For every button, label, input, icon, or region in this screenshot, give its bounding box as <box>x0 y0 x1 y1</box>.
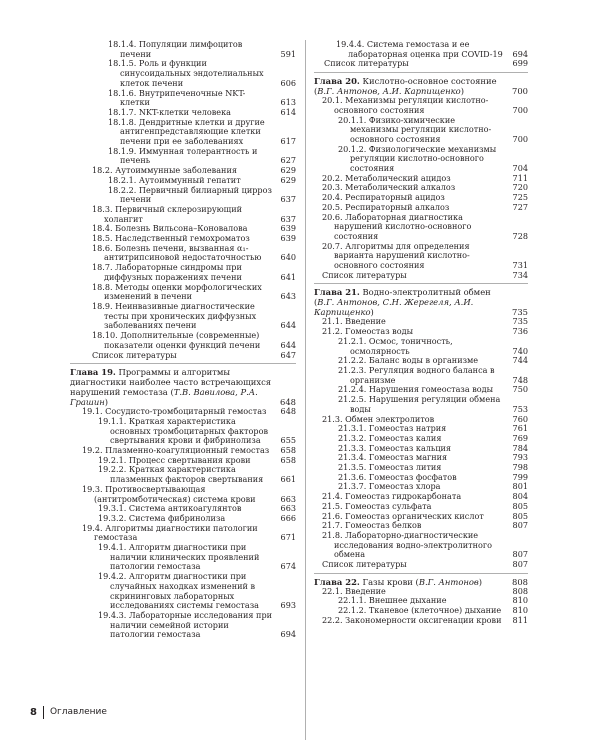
toc-page-number: 641 <box>280 271 296 282</box>
toc-page-number: 801 <box>512 481 528 492</box>
toc-entry-title: 21.3.7. Гомеостаз хлора <box>338 481 441 492</box>
toc-entry-title: 21.2. Гомеостаз воды <box>322 326 414 337</box>
toc-entry <box>70 263 296 282</box>
toc-entry-title: 22.2. Закономерности оксигенации крови <box>322 614 502 625</box>
toc-page-number: 725 <box>512 192 528 203</box>
toc-page-number: 731 <box>512 260 528 271</box>
toc-entry <box>314 366 528 385</box>
toc-page-number: 807 <box>512 559 528 570</box>
toc-page-number: 700 <box>512 86 528 97</box>
toc-entry-title: 21.2.4. Нарушения гомеостаза воды <box>338 384 494 395</box>
toc-entry <box>314 116 528 145</box>
toc-entry <box>314 560 528 570</box>
toc-page-number: 805 <box>512 510 528 521</box>
footer-page-number: 8 <box>30 706 37 718</box>
toc-page-number: 629 <box>280 174 296 185</box>
footer-section-title: Оглавление <box>49 707 107 717</box>
toc-page-number: 808 <box>512 576 528 587</box>
chapter-number: Глава 20. <box>314 76 360 87</box>
toc-page-number: 736 <box>512 326 528 337</box>
toc-page-number: 606 <box>280 77 296 88</box>
toc-entry-title: 18.1.5. Роль и функции синусоидальных эндотелиальных клеток печени <box>108 58 264 88</box>
toc-entry-title: 18.3. Первичный склерозирующий холангит <box>92 203 242 224</box>
toc-entry <box>70 331 296 350</box>
toc-entry-title: 22.1.2. Тканевое (клеточное) дыхание <box>338 605 502 616</box>
toc-page-number: 591 <box>280 48 296 59</box>
toc-left-column <box>70 40 296 640</box>
chapter-title-tail: ) <box>478 576 483 587</box>
toc-page-number: 694 <box>512 48 528 59</box>
toc-page-number: 808 <box>512 585 528 596</box>
toc-entry-title: 21.3.5. Гомеостаз лития <box>338 462 442 473</box>
toc-page-number: 740 <box>512 345 528 356</box>
chapter-number: Глава 22. <box>314 576 360 587</box>
toc-entry-title: 21.3.2. Гомеостаз калия <box>338 432 442 443</box>
toc-entry-title: 21.2.1. Осмос, тоничность, осмолярность <box>338 335 453 356</box>
toc-entry-title: 21.3. Обмен электролитов <box>322 413 435 424</box>
toc-entry-title: Список литературы <box>322 269 407 280</box>
toc-page-number: 671 <box>280 532 296 543</box>
chapter-authors: В.Г. Антонов, С.Н. Жерегеля, А.И. Карпищенко <box>314 297 474 318</box>
toc-entry-title: 18.1.4. Популяции лимфоцитов печени <box>108 39 243 59</box>
toc-entry <box>314 395 528 414</box>
toc-page-number: 637 <box>280 194 296 205</box>
toc-page-number: 693 <box>280 600 296 611</box>
toc-page-number: 674 <box>280 561 296 572</box>
toc-page-number: 639 <box>280 233 296 244</box>
toc-entry-title: 18.9. Неинвазивные диагностические тесты при хронических диффузных заболеваниях печени <box>92 300 257 331</box>
toc-entry <box>70 351 296 361</box>
chapter-number: Глава 21. <box>314 287 360 298</box>
toc-page-number: 728 <box>512 230 528 241</box>
toc-entry-title: 18.7. Лабораторные синдромы при диффузных поражениях печени <box>92 262 242 282</box>
toc-page-number: 640 <box>280 252 296 263</box>
toc-page-number: 807 <box>512 520 528 531</box>
toc-chapter-entry <box>70 363 296 407</box>
toc-page-number: 769 <box>512 432 528 443</box>
toc-page-number: 699 <box>512 58 528 69</box>
toc-page-number: 753 <box>512 403 528 414</box>
toc-page-number: 666 <box>280 512 296 523</box>
toc-page-number: 727 <box>512 201 528 212</box>
toc-page-number: 811 <box>512 614 528 625</box>
page-footer <box>30 705 107 719</box>
toc-entry-title: 19.1. Сосудисто-тромбоцитарный гемостаз <box>82 406 267 417</box>
toc-entry-title: 21.3.6. Гомеостаз фосфатов <box>338 471 457 482</box>
toc-entry <box>314 40 528 59</box>
toc-page-number: 810 <box>512 605 528 616</box>
toc-entry-title: Список литературы <box>322 559 407 570</box>
toc-page-number: 663 <box>280 493 296 504</box>
toc-entry-title: 18.1.9. Иммунная толерантность и печень <box>108 145 258 166</box>
chapter-title-tail: ) <box>370 307 374 318</box>
chapter-name: Газы крови ( <box>359 576 419 587</box>
toc-page-number: 734 <box>512 269 528 280</box>
toc-page-number: 810 <box>512 595 528 606</box>
toc-entry-title: 21.4. Гомеостаз гидрокарбоната <box>322 491 462 502</box>
chapter-title <box>314 76 528 96</box>
toc-entry-title: 18.8. Методы оценки морфологических изменений в печени <box>92 281 262 302</box>
toc-page-number: 694 <box>280 629 296 640</box>
toc-page-number: 648 <box>280 397 296 408</box>
toc-entry <box>314 337 528 356</box>
toc-page-number: 648 <box>280 406 296 417</box>
toc-entry-title: 19.4.3. Лабораторные исследования при наличии семейной истории патологии гемостаза <box>98 609 273 640</box>
toc-entry-title: 19.4.4. Система гемостаза и ее лабораторная оценка при COVID-19 <box>336 39 503 59</box>
toc-entry-title: 19.2. Плазменно-коагуляционный гемостаз <box>82 445 270 456</box>
toc-page-number: 750 <box>512 384 528 395</box>
toc-page-number: 614 <box>280 106 296 117</box>
toc-page-number: 613 <box>280 97 296 108</box>
chapter-authors: Т.В. Вавилова, Р.А. Грашин <box>70 387 258 408</box>
toc-page-number: 711 <box>512 172 528 183</box>
toc-entry <box>70 186 296 205</box>
footer-separator <box>43 706 44 719</box>
toc-page-number: 643 <box>280 291 296 302</box>
toc-entry-title: 18.1.6. Внутрипеченочные NKT-клетки <box>108 87 246 108</box>
toc-page-number: 798 <box>512 462 528 473</box>
toc-entry-title: 22.1.1. Внешнее дыхание <box>338 595 447 606</box>
toc-entry-title: 20.4. Респираторный ацидоз <box>322 192 445 203</box>
toc-page-number: 629 <box>280 165 296 176</box>
toc-entry <box>70 283 296 302</box>
toc-page-number: 744 <box>512 355 528 366</box>
toc-page-number: 735 <box>512 316 528 327</box>
toc-entry <box>314 145 528 174</box>
toc-entry-title: 18.2.1. Аутоиммунный гепатит <box>108 174 241 185</box>
toc-entry-title: Список литературы <box>324 58 409 69</box>
toc-entry <box>70 572 296 611</box>
toc-entry <box>314 531 528 560</box>
toc-page-number: 735 <box>512 307 528 318</box>
chapter-title-tail: ) <box>104 397 109 408</box>
toc-entry-title: 20.2. Метаболический ацидоз <box>322 172 451 183</box>
toc-page-number: 704 <box>512 163 528 174</box>
toc-entry <box>314 213 528 242</box>
toc-entry-title: 20.1.1. Физико-химические механизмы регуляции кислотно-основного состояния <box>338 114 492 144</box>
toc-page-number: 658 <box>280 445 296 456</box>
toc-page-number: 700 <box>512 133 528 144</box>
chapter-name: Кислотно-основное состояние ( <box>314 76 497 97</box>
toc-entry-title: 21.2.2. Баланс воды в организме <box>338 355 479 366</box>
toc-entry-title: 19.4.1. Алгоритм диагностики при наличии клинических проявлений патологии гемостаза <box>98 542 260 572</box>
toc-entry <box>314 242 528 271</box>
toc-entry <box>314 271 528 281</box>
toc-right-column <box>314 40 528 626</box>
toc-entry-title: 21.8. Лабораторно-диагностические исследования водно-электролитного обмена <box>322 529 492 560</box>
toc-entry <box>70 244 296 263</box>
toc-page-number: 793 <box>512 452 528 463</box>
toc-page-number: 799 <box>512 471 528 482</box>
chapter-title <box>314 287 528 317</box>
toc-entry <box>70 89 296 108</box>
toc-entry <box>70 485 296 504</box>
toc-page-number: 700 <box>512 104 528 115</box>
chapter-title-tail: ) <box>460 86 465 97</box>
toc-page-number: 644 <box>280 339 296 350</box>
toc-page-number: 658 <box>280 454 296 465</box>
toc-chapter-entry <box>314 573 528 587</box>
toc-page-number: 617 <box>280 136 296 147</box>
toc-entry-title: 18.4. Болезнь Вильсона–Коновалова <box>92 223 248 234</box>
chapter-authors: В.Г. Антонов <box>418 576 479 587</box>
toc-entry-title: 20.6. Лабораторная диагностика нарушений кислотно-основного состояния <box>322 211 472 241</box>
toc-entry-title: 18.2.2. Первичный билиарный цирроз печени <box>108 184 272 205</box>
toc-page-number: 804 <box>512 491 528 502</box>
toc-entry <box>70 118 296 147</box>
toc-entry-title: 21.5. Гомеостаз сульфата <box>322 500 432 511</box>
toc-entry <box>314 96 528 115</box>
toc-chapter-entry <box>314 283 528 317</box>
toc-page-number: 784 <box>512 442 528 453</box>
toc-chapter-entry <box>314 72 528 96</box>
toc-entry-title: 21.7. Гомеостаз белков <box>322 520 422 531</box>
toc-entry-title: 20.5. Респираторный алкалоз <box>322 201 450 212</box>
toc-entry-title: 18.6. Болезнь печени, вызванная α₁-антитрипсиновой недостаточностью <box>92 242 262 263</box>
toc-entry-title: 21.1. Введение <box>322 316 386 327</box>
toc-entry-title: 18.1.7. NKT-клетки человека <box>108 106 231 117</box>
toc-page-number: 655 <box>280 435 296 446</box>
toc-entry <box>314 59 528 69</box>
toc-entry-title: 20.3. Метаболический алкалоз <box>322 182 456 193</box>
toc-entry <box>70 611 296 640</box>
toc-entry <box>70 302 296 331</box>
toc-page-number: 627 <box>280 155 296 166</box>
toc-page-number: 647 <box>280 349 296 360</box>
toc-entry-title: 21.6. Гомеостаз органических кислот <box>322 510 484 521</box>
toc-entry <box>70 147 296 166</box>
toc-entry-title: 18.10. Дополнительные (современные) показатели оценки функций печени <box>92 330 261 350</box>
toc-entry-title: 19.2.2. Краткая характеристика плазменных факторов свертывания <box>98 464 264 485</box>
toc-page-number: 761 <box>512 423 528 434</box>
toc-page-number: 807 <box>512 549 528 560</box>
toc-page-number: 661 <box>280 474 296 485</box>
toc-page-number: 637 <box>280 213 296 224</box>
toc-entry <box>70 524 296 543</box>
toc-entry-title: 21.3.4. Гомеостаз магния <box>338 452 448 463</box>
toc-entry <box>70 417 296 446</box>
toc-entry-title: 21.2.3. Регуляция водного баланса в организме <box>338 364 495 385</box>
toc-page-number: 720 <box>512 182 528 193</box>
toc-entry-title: 19.3. Противосвертывающая (антитромботическая) система крови <box>82 483 256 504</box>
toc-entry <box>70 205 296 224</box>
toc-entry-title: 18.1.8. Дендритные клетки и другие антигенпредставляющие клетки печени при ее заболеваниях <box>108 116 265 147</box>
chapter-name: Программы и алгоритмы диагностики наиболее часто встречающихся нарушений гемостаза ( <box>70 367 272 398</box>
toc-entry-title: 19.4. Алгоритмы диагностики патологии гемостаза <box>82 522 258 543</box>
toc-entry-title: 19.3.1. Система антикоагулянтов <box>98 503 242 514</box>
toc-entry <box>70 465 296 484</box>
toc-entry <box>70 59 296 88</box>
toc-entry-title: 20.1. Механизмы регуляции кислотно-основного состояния <box>322 95 489 115</box>
toc-entry <box>70 543 296 572</box>
chapter-title <box>70 367 296 407</box>
toc-entry-title: 18.2. Аутоиммунные заболевания <box>92 165 237 176</box>
toc-page-number: 748 <box>512 374 528 385</box>
chapter-name: Водно-электролитный обмен ( <box>314 287 491 308</box>
toc-entry-title: 22.1. Введение <box>322 585 386 596</box>
toc-entry-title: 19.4.2. Алгоритм диагностики при случайных находках изменений в скрининговых лабораторных исследованиях системы гемостаза <box>98 571 259 611</box>
toc-entry-title: 21.3.3. Гомеостаз кальция <box>338 442 452 453</box>
chapter-number: Глава 19. <box>70 367 116 378</box>
toc-entry-title: 21.2.5. Нарушения регуляции обмена воды <box>338 394 501 414</box>
chapter-authors: В.Г. Антонов, А.И. Карпищенко <box>317 86 461 97</box>
toc-entry-title: 21.3.1. Гомеостаз натрия <box>338 423 447 434</box>
toc-entry-title: 19.2.1. Процесс свертывания крови <box>98 454 251 465</box>
toc-entry-title: 19.1.1. Краткая характеристика основных тромбоцитарных факторов свертывания крови и фибринолиза <box>98 415 269 446</box>
toc-entry-title: 20.7. Алгоритмы для определения варианта нарушений кислотно-основного состояния <box>322 240 470 271</box>
toc-entry-title: Список литературы <box>92 349 177 360</box>
toc-page-number: 805 <box>512 500 528 511</box>
toc-page-number: 663 <box>280 503 296 514</box>
toc-page-number: 760 <box>512 413 528 424</box>
toc-page-number: 644 <box>280 320 296 331</box>
toc-entry-title: 20.1.2. Физиологические механизмы регуляции кислотно-основного состояния <box>338 143 497 174</box>
toc-entry <box>314 616 528 626</box>
toc-entry <box>70 40 296 59</box>
toc-page-number: 639 <box>280 223 296 234</box>
toc-entry-title: 18.5. Наследственный гемохроматоз <box>92 233 250 244</box>
column-divider <box>305 40 306 740</box>
toc-entry-title: 19.3.2. Система фибринолиза <box>98 512 226 523</box>
